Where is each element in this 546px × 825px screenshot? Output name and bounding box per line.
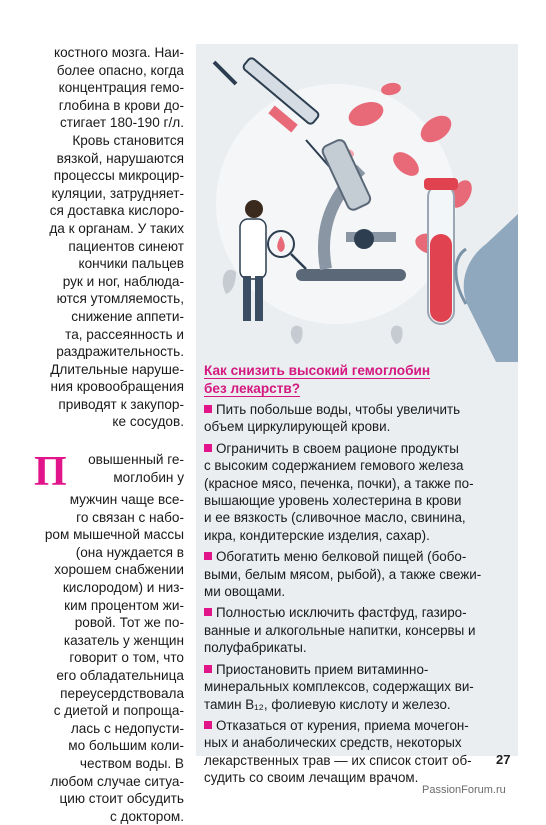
paragraph-1-line: более опасно, когда bbox=[56, 62, 184, 78]
paragraph-2-line: мо большим коли- bbox=[68, 738, 184, 754]
list-item-text: полуфабрикаты. bbox=[204, 640, 307, 656]
list-item-text: Обогатить меню белковой пищей (бобо- bbox=[216, 549, 467, 565]
box-title-line-2: без лекарств? bbox=[204, 381, 301, 396]
paragraph-1-line: ются утомляемость, bbox=[56, 291, 184, 307]
paragraph-2-line: мужчин чаще все- bbox=[69, 492, 184, 508]
list-item bbox=[204, 401, 512, 436]
list-item-text: выми, белым мясом, рыбой), а также свежи- bbox=[204, 566, 482, 582]
paragraph-2-line: ром мышечной массы bbox=[44, 527, 184, 543]
dropcap: П bbox=[34, 449, 67, 496]
paragraph-1-line: костного мозга. Наи- bbox=[53, 45, 184, 60]
paragraph-2-line: (она нуждается в bbox=[75, 544, 184, 560]
paragraph-2-line: говорит о том, что bbox=[69, 650, 184, 666]
list-item bbox=[204, 604, 512, 656]
paragraph-1-line: концентрация гемо- bbox=[58, 80, 184, 96]
paragraph-1-line: пациентов синеют bbox=[68, 238, 184, 254]
bullet-square-icon bbox=[204, 552, 212, 560]
list-item-text: Ограничить в своем рационе продукты bbox=[216, 440, 459, 456]
paragraph-2-body bbox=[34, 491, 184, 825]
paragraph-1-line: рук и ног, наблюда- bbox=[62, 273, 184, 289]
paragraph-2-line: с доктором. bbox=[109, 808, 184, 824]
paragraph-2-line: го связан с набо- bbox=[76, 509, 184, 525]
paragraph-2-line: чеством воды. В bbox=[79, 755, 184, 771]
list-item bbox=[204, 440, 512, 544]
list-item-text: Полностью исключить фастфуд, газиро- bbox=[216, 605, 467, 621]
list-item-text: и ее вязкость (сливочное масло, свинина, bbox=[204, 510, 466, 526]
paragraph-1-line: вязкой, нарушаются bbox=[56, 150, 184, 166]
list-item-text: ных и анаболических средств, некоторых bbox=[204, 735, 462, 751]
list-item-text: ми овощами. bbox=[204, 584, 286, 600]
paragraph-1-line: снижение аппети- bbox=[71, 308, 184, 324]
paragraph-2-line: переусердствовала bbox=[60, 685, 184, 701]
paragraph-2-line: кислородом) и низ- bbox=[62, 580, 184, 596]
paragraph-2-line: с диетой и попроща- bbox=[53, 703, 184, 719]
left-column bbox=[34, 44, 184, 825]
paragraph-2-line: его обладательница bbox=[56, 668, 184, 683]
paragraph-1-line: приводят к закупор- bbox=[58, 396, 184, 412]
bullet-square-icon bbox=[204, 608, 212, 616]
list-item-text: минеральных комплексов, содержащих ви- bbox=[204, 679, 474, 695]
list-item-text: Приостановить прием витаминно- bbox=[216, 661, 429, 677]
paragraph-1-line: Кровь становится bbox=[72, 132, 184, 148]
watermark: PassionForum.ru bbox=[422, 784, 506, 796]
paragraph-1-line: та, рассеянность и bbox=[65, 326, 184, 342]
tips-list bbox=[204, 401, 512, 791]
list-item-text: Пить побольше воды, чтобы увеличить bbox=[216, 402, 461, 417]
paragraph-2-line: ровой. Тот же по- bbox=[74, 615, 184, 631]
paragraph-1-line: ния кровообращения bbox=[50, 379, 184, 395]
list-item-text: (красное мясо, печенка, почки), а также по- bbox=[204, 475, 474, 491]
paragraph-1-line: да к органам. У таких bbox=[49, 220, 184, 236]
list-item-text: объем циркулирующей крови. bbox=[204, 419, 391, 435]
bullet-square-icon bbox=[204, 721, 212, 729]
paragraph-1 bbox=[34, 44, 184, 431]
list-item bbox=[204, 548, 512, 600]
paragraph-1-line: ке сосудов. bbox=[112, 414, 184, 430]
paragraph-2-opening-line: моглобин у bbox=[113, 469, 184, 485]
paragraph-1-line: раздражительность. bbox=[56, 344, 184, 360]
bullet-square-icon bbox=[204, 665, 212, 673]
paragraph-1-line: кончики пальцев bbox=[78, 256, 184, 272]
paragraph-2 bbox=[34, 451, 184, 825]
box-title bbox=[204, 362, 514, 398]
paragraph-2-line: любом случае ситуа- bbox=[50, 773, 184, 789]
list-item bbox=[204, 717, 512, 787]
list-item-text: вышающие уровень холестерина в крови bbox=[204, 493, 462, 509]
list-item-text: икра, кондитерские изделия, сахар). bbox=[204, 527, 430, 543]
paragraph-2-line: казатель у женщин bbox=[63, 632, 184, 648]
list-item-text: Отказаться от курения, приема мочегон- bbox=[216, 717, 469, 733]
bullet-square-icon bbox=[204, 405, 212, 413]
paragraph-2-line: лась с недопусти- bbox=[70, 720, 184, 736]
list-item-text: лекарственных трав — их список стоит об- bbox=[204, 752, 472, 768]
list-item-text: тамин B₁₂, фолиевую кислоту и железо. bbox=[204, 696, 451, 712]
paragraph-2-line: цию стоит обсудить bbox=[59, 791, 184, 807]
dropcap-block bbox=[34, 449, 184, 496]
paragraph-1-line: процессы микроцир- bbox=[53, 168, 184, 184]
list-item bbox=[204, 661, 512, 713]
page-number: 27 bbox=[496, 752, 511, 767]
paragraph-2-line: хорошем снабжении bbox=[54, 562, 184, 578]
paragraph-2-line: ким процентом жи- bbox=[64, 597, 184, 613]
paragraph-1-line: ся доставка кислоро- bbox=[49, 203, 184, 219]
test-tube-icon bbox=[424, 178, 458, 324]
medical-illustration bbox=[196, 44, 518, 364]
paragraph-1-line: стигает 180-190 г/л. bbox=[59, 115, 184, 131]
list-item-text: с высоким содержанием гемового железа bbox=[204, 458, 464, 474]
paragraph-2-opening-line: овышенный ге- bbox=[88, 452, 184, 468]
list-item-text: ванные и алкогольные напитки, консервы и bbox=[204, 622, 476, 638]
paragraph-1-line: куляции, затрудняет- bbox=[51, 185, 184, 201]
gloved-hand bbox=[464, 214, 518, 362]
box-title-line-1: Как снизить высокий гемоглобин bbox=[204, 363, 431, 378]
paragraph-1-line: Длительные наруше- bbox=[50, 361, 184, 377]
list-item-text: судить со своим лечащим врачом. bbox=[204, 770, 419, 786]
paragraph-1-line: глобина в крови до- bbox=[58, 97, 184, 113]
bullet-square-icon bbox=[204, 444, 212, 452]
